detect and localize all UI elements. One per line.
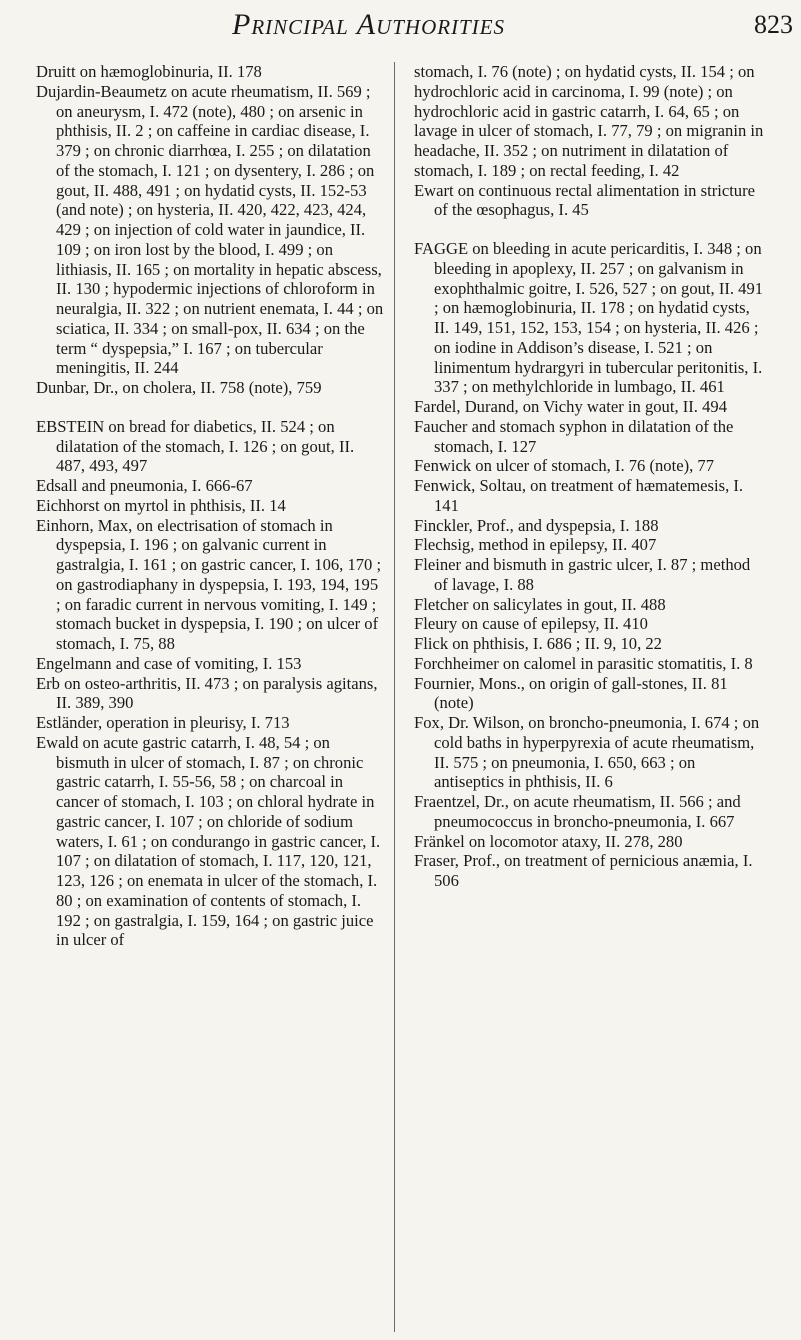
index-entry: Druitt on hæmoglobinuria, II. 178 — [36, 62, 262, 81]
index-entry: stomach, I. 76 (note) ; on hydatid cysts, II. 154 ; on hydrochloric acid in carcinoma, I. 99 (note) ; on hydrochloric acid in gastric catarrh, I. 64, 65 ; on lavage in ulcer of stomach, I. 77, 79 ; on migranin in headache, II. 352 ; on nutriment in dilatation of stomach, I. 189 ; on rectal feeding, I. 42 — [414, 62, 764, 180]
index-entry: EBSTEIN on bread for diabetics, II. 524 ; on dilatation of the stomach, I. 126 ; on gout, II. 487, 493, 497 — [36, 416, 355, 476]
index-entry: Ewald on acute gastric catarrh, I. 48, 54 ; on bismuth in ulcer of stomach, I. 87 ; on chronic gastric catarrh, I. 55-56, 58 ; on charcoal in cancer of stomach, I. 103 ; on chloral hydrate in gastric cancer, I. 107 ; on chloride of sodium waters, I. 61 ; on condurango in gastric cancer, I. 107 ; on dilatation of stomach, I. 117, 120, 121, 123, 126 ; on enemata in ulcer of the stomach, I. 80 ; on examination of contents of stomach, I. 192 ; on gastralgia, I. 159, 164 ; on gastric juice in ulcer of — [36, 732, 381, 950]
index-entry: Edsall and pneumonia, I. 666-67 — [36, 476, 253, 495]
index-entry: Einhorn, Max, on electrisation of stomach in dyspepsia, I. 196 ; on galvanic current in gastralgia, I. 161 ; on gastric cancer, I. 106, 170 ; on gastrodiaphany in dyspepsia, I. 193, 194, 195 ; on faradic current in nervous vomiting, I. 149 ; stomach bucket in dyspepsia, I. 190 ; on ulcer of stomach, I. 75, 88 — [36, 515, 382, 653]
index-entry: Estländer, operation in pleurisy, I. 713 — [36, 713, 290, 732]
index-entry: Engelmann and case of vomiting, I. 153 — [36, 653, 302, 673]
index-entry: Fleiner and bismuth in gastric ulcer, I. 87 ; method of lavage, I. 88 — [414, 555, 751, 594]
index-entry: Faucher and stomach syphon in dilatation of the stomach, I. 127 — [414, 416, 734, 456]
index-entry: Finckler, Prof., and dyspepsia, I. 188 — [414, 515, 659, 535]
index-entry: Fraser, Prof., on treatment of pernicious anæmia, I. 506 — [414, 851, 753, 890]
page-header — [0, 6, 801, 46]
index-entry: Erb on osteo-arthritis, II. 473 ; on paralysis agitans, II. 389, 390 — [36, 673, 378, 713]
index-entry: Forchheimer on calomel in parasitic stomatitis, I. 8 — [414, 653, 753, 673]
index-entry: Fenwick on ulcer of stomach, I. 76 (note), 77 — [414, 456, 714, 476]
index-entry: FAGGE on bleeding in acute pericarditis, I. 348 ; on bleeding in apoplexy, II. 257 ; on galvanism in exophthalmic goitre, I. 526, 527 ; on gout, II. 491 ; on hæmoglobinuria, II. 178 ; on hydatid cysts, II. 149, 151, 152, 153, 154 ; on hysteria, II. 426 ; on iodine in Addison’s disease, I. 521 ; on linimentum hydrargyri in tubercular peritonitis, I. 337 ; on methylchloride in lumbago, II. 461 — [414, 239, 764, 397]
index-entry: Flick on phthisis, I. 686 ; II. 9, 10, 22 — [414, 634, 662, 653]
index-entry: Ewart on continuous rectal alimentation in stricture of the œsophagus, I. 45 — [414, 180, 755, 220]
index-entry: Fraentzel, Dr., on acute rheumatism, II. 566 ; and pneumococcus in broncho-pneumonia, I. 667 — [414, 792, 741, 831]
column-divider — [394, 62, 395, 1332]
index-entry: Dunbar, Dr., on cholera, II. 758 (note), 759 — [36, 378, 322, 397]
index-entry: Eichhorst on myrtol in phthisis, II. 14 — [36, 495, 286, 515]
index-column-left — [36, 62, 386, 950]
index-entry: Fenwick, Soltau, on treatment of hæmatemesis, I. 141 — [414, 476, 744, 515]
index-entry: Dujardin-Beaumetz on acute rheumatism, II. 569 ; on aneurysm, I. 472 (note), 480 ; on arsenic in phthisis, II. 2 ; on caffeine in cardiac disease, I. 379 ; on chronic diarrhœa, I. 255 ; on dilatation of the stomach, I. 121 ; on dysentery, I. 286 ; on gout, II. 488, 491 ; on hydatid cysts, II. 152-53 (and note) ; on hysteria, II. 420, 422, 423, 424, 429 ; on injection of cold water in jaundice, II. 109 ; on iron lost by the blood, I. 499 ; on lithiasis, II. 165 ; on mortality in hepatic abscess, II. 130 ; hypodermic injections of chloroform in neuralgia, II. 322 ; on nutrient enemata, I. 44 ; on sciatica, II. 334 ; on small-pox, II. 634 ; on the term “ dyspepsia,” I. 167 ; on tubercular meningitis, II. 244 — [36, 81, 384, 378]
index-entry: Fox, Dr. Wilson, on broncho-pneumonia, I. 674 ; on cold baths in hyperpyrexia of acute rheumatism, II. 575 ; on pneumonia, I. 650, 663 ; on antiseptics in phthisis, II. 6 — [414, 713, 760, 792]
index-entry: Fardel, Durand, on Vichy water in gout, II. 494 — [414, 397, 727, 416]
index-entry: Fournier, Mons., on origin of gall-stones, II. 81 (note) — [414, 673, 728, 713]
index-entry: Fletcher on salicylates in gout, II. 488 — [414, 594, 666, 614]
index-column-right — [414, 62, 764, 891]
page-number: 823 — [754, 10, 793, 39]
index-entry: Fränkel on locomotor ataxy, II. 278, 280 — [414, 831, 683, 851]
index-entry: Fleury on cause of epilepsy, II. 410 — [414, 614, 648, 634]
running-title: Principal Authorities — [232, 8, 506, 41]
index-entry: Flechsig, method in epilepsy, II. 407 — [414, 535, 657, 555]
